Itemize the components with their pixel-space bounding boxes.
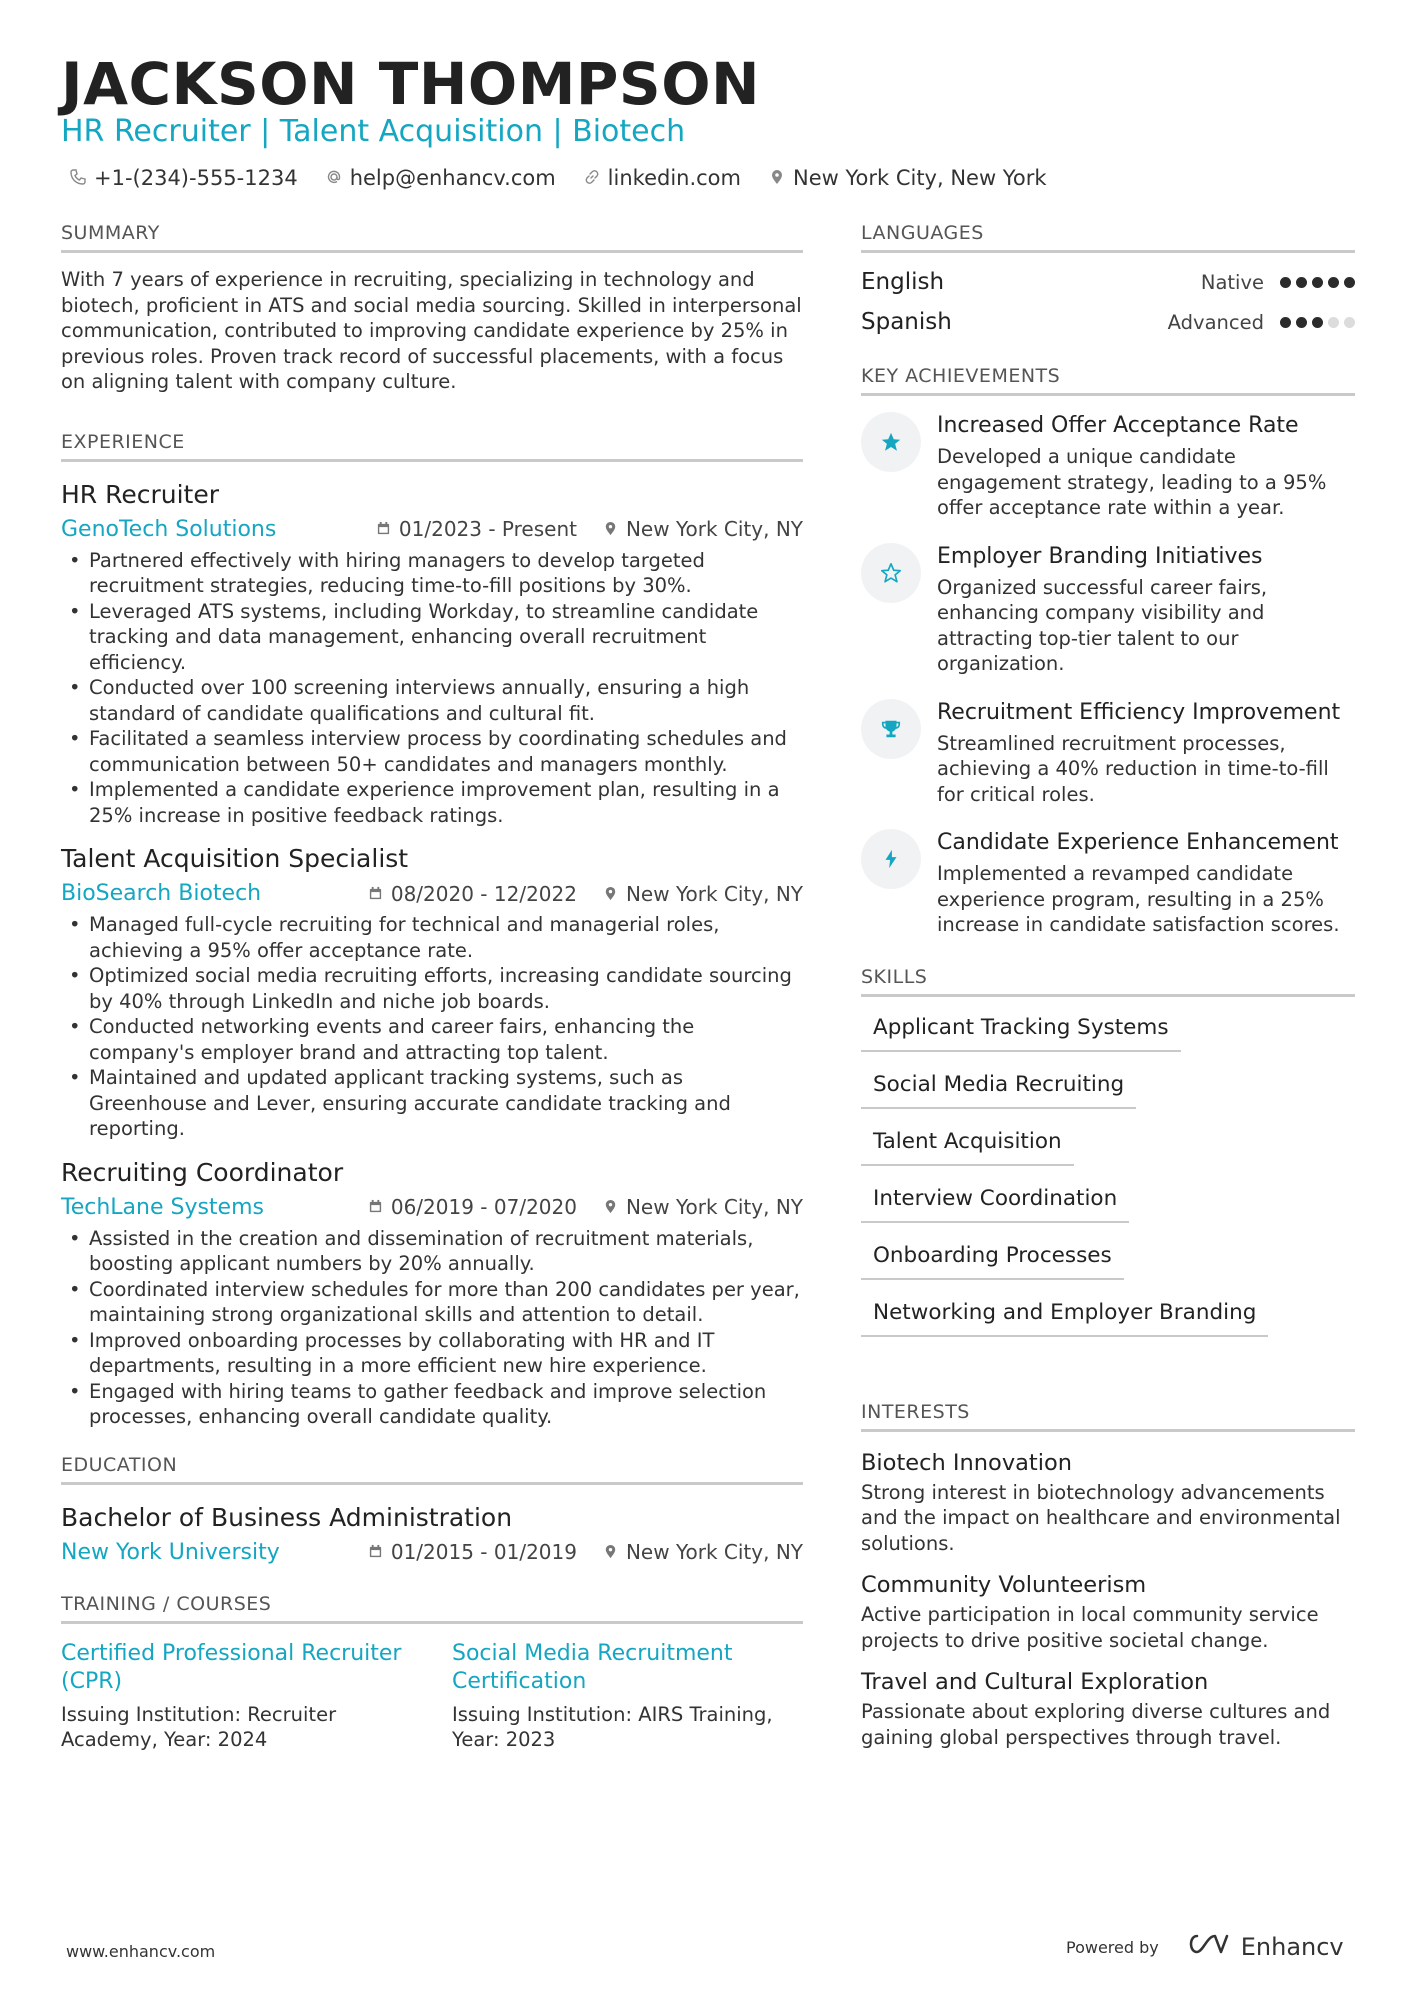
- brand-text: Enhancv: [1240, 1933, 1344, 1961]
- job-meta: [61, 517, 803, 542]
- achievements-section: [861, 365, 1355, 938]
- language-level: Advanced: [1167, 310, 1264, 334]
- section-title: EXPERIENCE: [61, 431, 803, 462]
- job-entry: [61, 844, 803, 1142]
- trophy-icon: [861, 699, 921, 759]
- achievement-body: [937, 543, 1355, 677]
- skill-tag: Interview Coordination: [861, 1186, 1129, 1223]
- rating-dot: [1280, 317, 1291, 328]
- job-entry: [61, 480, 803, 829]
- job-bullet: • Managed full-cycle recruiting for technical and managerial roles, achieving a 95% offer acceptance rate.: [61, 912, 803, 963]
- location-text: New York City, New York: [792, 166, 1047, 190]
- star-filled-icon: [861, 412, 921, 472]
- job-bullet: • Conducted over 100 screening interviews annually, ensuring a high standard of candidate qualifications and cultural fit.: [61, 675, 803, 726]
- enhancv-logo-icon: [1185, 1932, 1231, 1962]
- footer-powered: [1066, 1932, 1344, 1962]
- job-meta-right: [368, 1195, 803, 1219]
- job-meta: [61, 881, 803, 906]
- interest-title: Travel and Cultural Exploration: [861, 1669, 1209, 1695]
- section-title: TRAINING / COURSES: [61, 1593, 803, 1624]
- brand-logo[interactable]: [1185, 1932, 1344, 1962]
- job-bullet: • Assisted in the creation and dissemination of recruitment materials, boosting applicant numbers by 20% annually.: [61, 1226, 803, 1277]
- languages-section: [861, 222, 1355, 335]
- summary-text: With 7 years of experience in recruiting, specializing in technology and biotech, proficient in ATS and social media sourcing. Skilled in interpersonal communication, contributed to improving candidate experience by 25% in previous roles. Proven track record of successful placements, with a focus on aligning talent with company culture.: [61, 268, 802, 393]
- achievement-item: [861, 412, 1355, 521]
- training-section: [61, 1593, 803, 1753]
- achievement-title: Recruitment Efficiency Improvement: [937, 699, 1341, 725]
- skills-list: [861, 1015, 1355, 1357]
- rating-dot: [1312, 317, 1323, 328]
- location-text: New York City, NY: [625, 1195, 803, 1219]
- job-bullet: • Facilitated a seamless interview process by coordinating schedules and communication between 50+ candidates and managers monthly.: [61, 726, 803, 777]
- course-item: [61, 1640, 412, 1753]
- company-name: GenoTech Solutions: [61, 516, 277, 542]
- skills-section: [861, 966, 1355, 1357]
- rating-dot: [1344, 317, 1355, 328]
- job-dates: [376, 517, 577, 541]
- rating-dot: [1328, 277, 1339, 288]
- course-title: Social Media Recruitment Certification: [452, 1640, 733, 1694]
- calendar-icon: [368, 882, 383, 906]
- rating-dot: [1296, 317, 1307, 328]
- achievement-item: [861, 543, 1355, 677]
- rating-dot: [1280, 277, 1291, 288]
- dates-text: 01/2015 - 01/2019: [390, 1540, 577, 1564]
- job-meta-right: [376, 517, 803, 541]
- job-bullet: • Leveraged ATS systems, including Workday, to streamline candidate tracking and data management, enhancing overall recruitment efficiency.: [61, 599, 803, 676]
- footer-website[interactable]: www.enhancv.com: [66, 1942, 216, 1961]
- course-desc: Issuing Institution: Recruiter Academy, Year: 2024: [61, 1702, 337, 1751]
- job-title: Recruiting Coordinator: [61, 1157, 344, 1187]
- education-meta-right: [368, 1540, 803, 1564]
- degree-title: Bachelor of Business Administration: [61, 1502, 513, 1532]
- language-name: Spanish: [861, 309, 952, 335]
- education-location: [603, 1540, 803, 1564]
- achievements-list: [861, 412, 1355, 938]
- job-meta-right: [368, 882, 803, 906]
- course-desc: Issuing Institution: AIRS Training, Year: 2023: [452, 1702, 773, 1751]
- achievement-desc: Developed a unique candidate engagement strategy, leading to a 95% offer acceptance rate within a year.: [937, 445, 1327, 519]
- company-name: TechLane Systems: [61, 1194, 264, 1220]
- interests-section: [861, 1401, 1355, 1751]
- location-pin-icon: [603, 1540, 618, 1564]
- section-title: SUMMARY: [61, 222, 803, 253]
- rating-dot: [1296, 277, 1307, 288]
- rating-dot: [1312, 277, 1323, 288]
- achievement-title: Candidate Experience Enhancement: [937, 830, 1339, 855]
- section-title: INTERESTS: [861, 1401, 1355, 1432]
- calendar-icon: [368, 1540, 383, 1564]
- job-location: [603, 1195, 803, 1219]
- language-item: [861, 309, 1355, 335]
- job-bullet: • Implemented a candidate experience improvement plan, resulting in a 25% increase in positive feedback ratings.: [61, 777, 803, 828]
- achievement-item: [861, 829, 1355, 938]
- at-icon: [326, 166, 342, 190]
- job-title: Talent Acquisition Specialist: [61, 844, 409, 873]
- skill-tag: Talent Acquisition: [861, 1129, 1074, 1166]
- language-rating: [1280, 277, 1355, 288]
- star-outline-icon: [861, 543, 921, 603]
- school-name: New York University: [61, 1539, 280, 1565]
- interest-item: [861, 1450, 1355, 1557]
- location-text: New York City, NY: [625, 1540, 803, 1564]
- job-bullets: [61, 1226, 803, 1430]
- phone-text: +1-(234)-555-1234: [94, 166, 298, 190]
- dates-text: 08/2020 - 12/2022: [390, 881, 577, 906]
- achievement-desc: Streamlined recruitment processes, achieving a 40% reduction in time-to-fill for critical roles.: [937, 731, 1329, 806]
- location-pin-icon: [603, 882, 618, 906]
- skill-tag: Networking and Employer Branding: [861, 1300, 1268, 1337]
- experience-section: [61, 431, 803, 1430]
- job-meta: [61, 1195, 803, 1220]
- job-entry: [61, 1158, 803, 1430]
- section-title: EDUCATION: [61, 1454, 803, 1485]
- contact-email[interactable]: [326, 166, 556, 190]
- language-name: English: [861, 269, 945, 295]
- education-meta: [61, 1540, 803, 1565]
- language-item: [861, 269, 1355, 295]
- interest-desc: Passionate about exploring diverse cultures and gaining global perspectives through travel.: [861, 1700, 1331, 1749]
- job-bullet: • Coordinated interview schedules for more than 200 candidates per year, maintaining strong organizational skills and attention to detail.: [61, 1277, 803, 1328]
- interest-item: [861, 1572, 1355, 1653]
- calendar-icon: [376, 517, 391, 541]
- job-dates: [368, 882, 577, 906]
- job-bullets: [61, 912, 803, 1142]
- education-dates: [368, 1540, 577, 1564]
- contact-bar: [70, 166, 1047, 190]
- jobs-list: [61, 480, 803, 1430]
- section-title: KEY ACHIEVEMENTS: [861, 365, 1355, 396]
- interest-desc: Strong interest in biotechnology advancements and the impact on healthcare and environmental solutions.: [861, 1480, 1341, 1555]
- interests-list: [861, 1450, 1355, 1751]
- rating-dot: [1328, 317, 1339, 328]
- location-pin-icon: [769, 166, 785, 190]
- candidate-name: JACKSON THOMPSON: [61, 50, 761, 118]
- email-text: help@enhancv.com: [349, 166, 556, 190]
- achievement-title: Employer Branding Initiatives: [937, 543, 1263, 569]
- left-column: [61, 222, 803, 1753]
- achievement-desc: Organized successful career fairs, enhancing company visibility and attracting top-tier talent to our organization.: [937, 575, 1268, 675]
- language-rating: [1280, 317, 1355, 328]
- job-bullet: • Partnered effectively with hiring managers to develop targeted recruitment strategies, reducing time-to-fill positions by 30%.: [61, 548, 803, 599]
- company-name: BioSearch Biotech: [61, 881, 262, 906]
- course-item: [452, 1640, 803, 1753]
- achievement-body: [937, 699, 1355, 808]
- job-title: HR Recruiter: [61, 479, 220, 509]
- job-bullets: [61, 548, 803, 829]
- link-icon: [584, 166, 600, 190]
- headline: HR Recruiter | Talent Acquisition | Biotech: [61, 114, 686, 149]
- contact-location: [769, 166, 1047, 190]
- language-level: Native: [1200, 270, 1264, 294]
- job-bullet: • Maintained and updated applicant tracking systems, such as Greenhouse and Lever, ensuring accurate candidate tracking and reporting.: [61, 1065, 803, 1142]
- achievement-item: [861, 699, 1355, 808]
- section-title: LANGUAGES: [861, 222, 1355, 253]
- rating-dot: [1344, 277, 1355, 288]
- education-section: [61, 1454, 803, 1565]
- section-title: SKILLS: [861, 966, 1355, 997]
- powered-by-text: Powered by: [1066, 1937, 1159, 1957]
- interest-title: Community Volunteerism: [861, 1572, 1147, 1598]
- location-text: New York City, NY: [625, 517, 803, 541]
- job-location: [603, 517, 803, 541]
- interest-desc: Active participation in local community service projects to drive positive societal change.: [861, 1603, 1319, 1652]
- location-pin-icon: [603, 517, 618, 541]
- location-pin-icon: [603, 1195, 618, 1219]
- job-location: [603, 882, 803, 906]
- lightning-icon: [861, 829, 921, 889]
- course-title: Certified Professional Recruiter (CPR): [61, 1640, 402, 1694]
- achievement-title: Increased Offer Acceptance Rate: [937, 413, 1299, 438]
- courses-list: [61, 1640, 803, 1753]
- job-bullet: • Conducted networking events and career fairs, enhancing the company's employer brand and attracting top talent.: [61, 1014, 803, 1065]
- location-text: New York City, NY: [625, 881, 803, 906]
- job-bullet: • Optimized social media recruiting efforts, increasing candidate sourcing by 40% through LinkedIn and niche job boards.: [61, 963, 803, 1014]
- job-dates: [368, 1195, 577, 1219]
- calendar-icon: [368, 1195, 383, 1219]
- right-column: [861, 222, 1355, 1766]
- languages-list: [861, 269, 1355, 335]
- skill-tag: Social Media Recruiting: [861, 1072, 1136, 1109]
- skill-tag: Applicant Tracking Systems: [861, 1015, 1181, 1052]
- achievement-body: [937, 829, 1355, 938]
- dates-text: 01/2023 - Present: [398, 517, 577, 541]
- skill-tag: Onboarding Processes: [861, 1243, 1124, 1280]
- achievement-body: [937, 412, 1355, 521]
- language-level-group: [1168, 311, 1355, 334]
- contact-phone: [70, 166, 298, 190]
- job-bullet: • Improved onboarding processes by collaborating with HR and IT departments, resulting in a more efficient new hire experience.: [61, 1328, 803, 1379]
- job-bullet: • Engaged with hiring teams to gather feedback and improve selection processes, enhancing overall candidate quality.: [61, 1379, 803, 1430]
- interest-title: Biotech Innovation: [861, 1449, 1073, 1476]
- contact-linkedin[interactable]: [584, 166, 741, 190]
- interest-item: [861, 1669, 1355, 1750]
- dates-text: 06/2019 - 07/2020: [390, 1195, 577, 1219]
- phone-icon: [70, 166, 86, 190]
- linkedin-text: linkedin.com: [607, 166, 741, 190]
- language-level-group: [1201, 271, 1355, 294]
- summary-section: [61, 222, 803, 395]
- achievement-desc: Implemented a revamped candidate experience program, resulting in a 25% increase in candidate satisfaction scores.: [937, 862, 1340, 936]
